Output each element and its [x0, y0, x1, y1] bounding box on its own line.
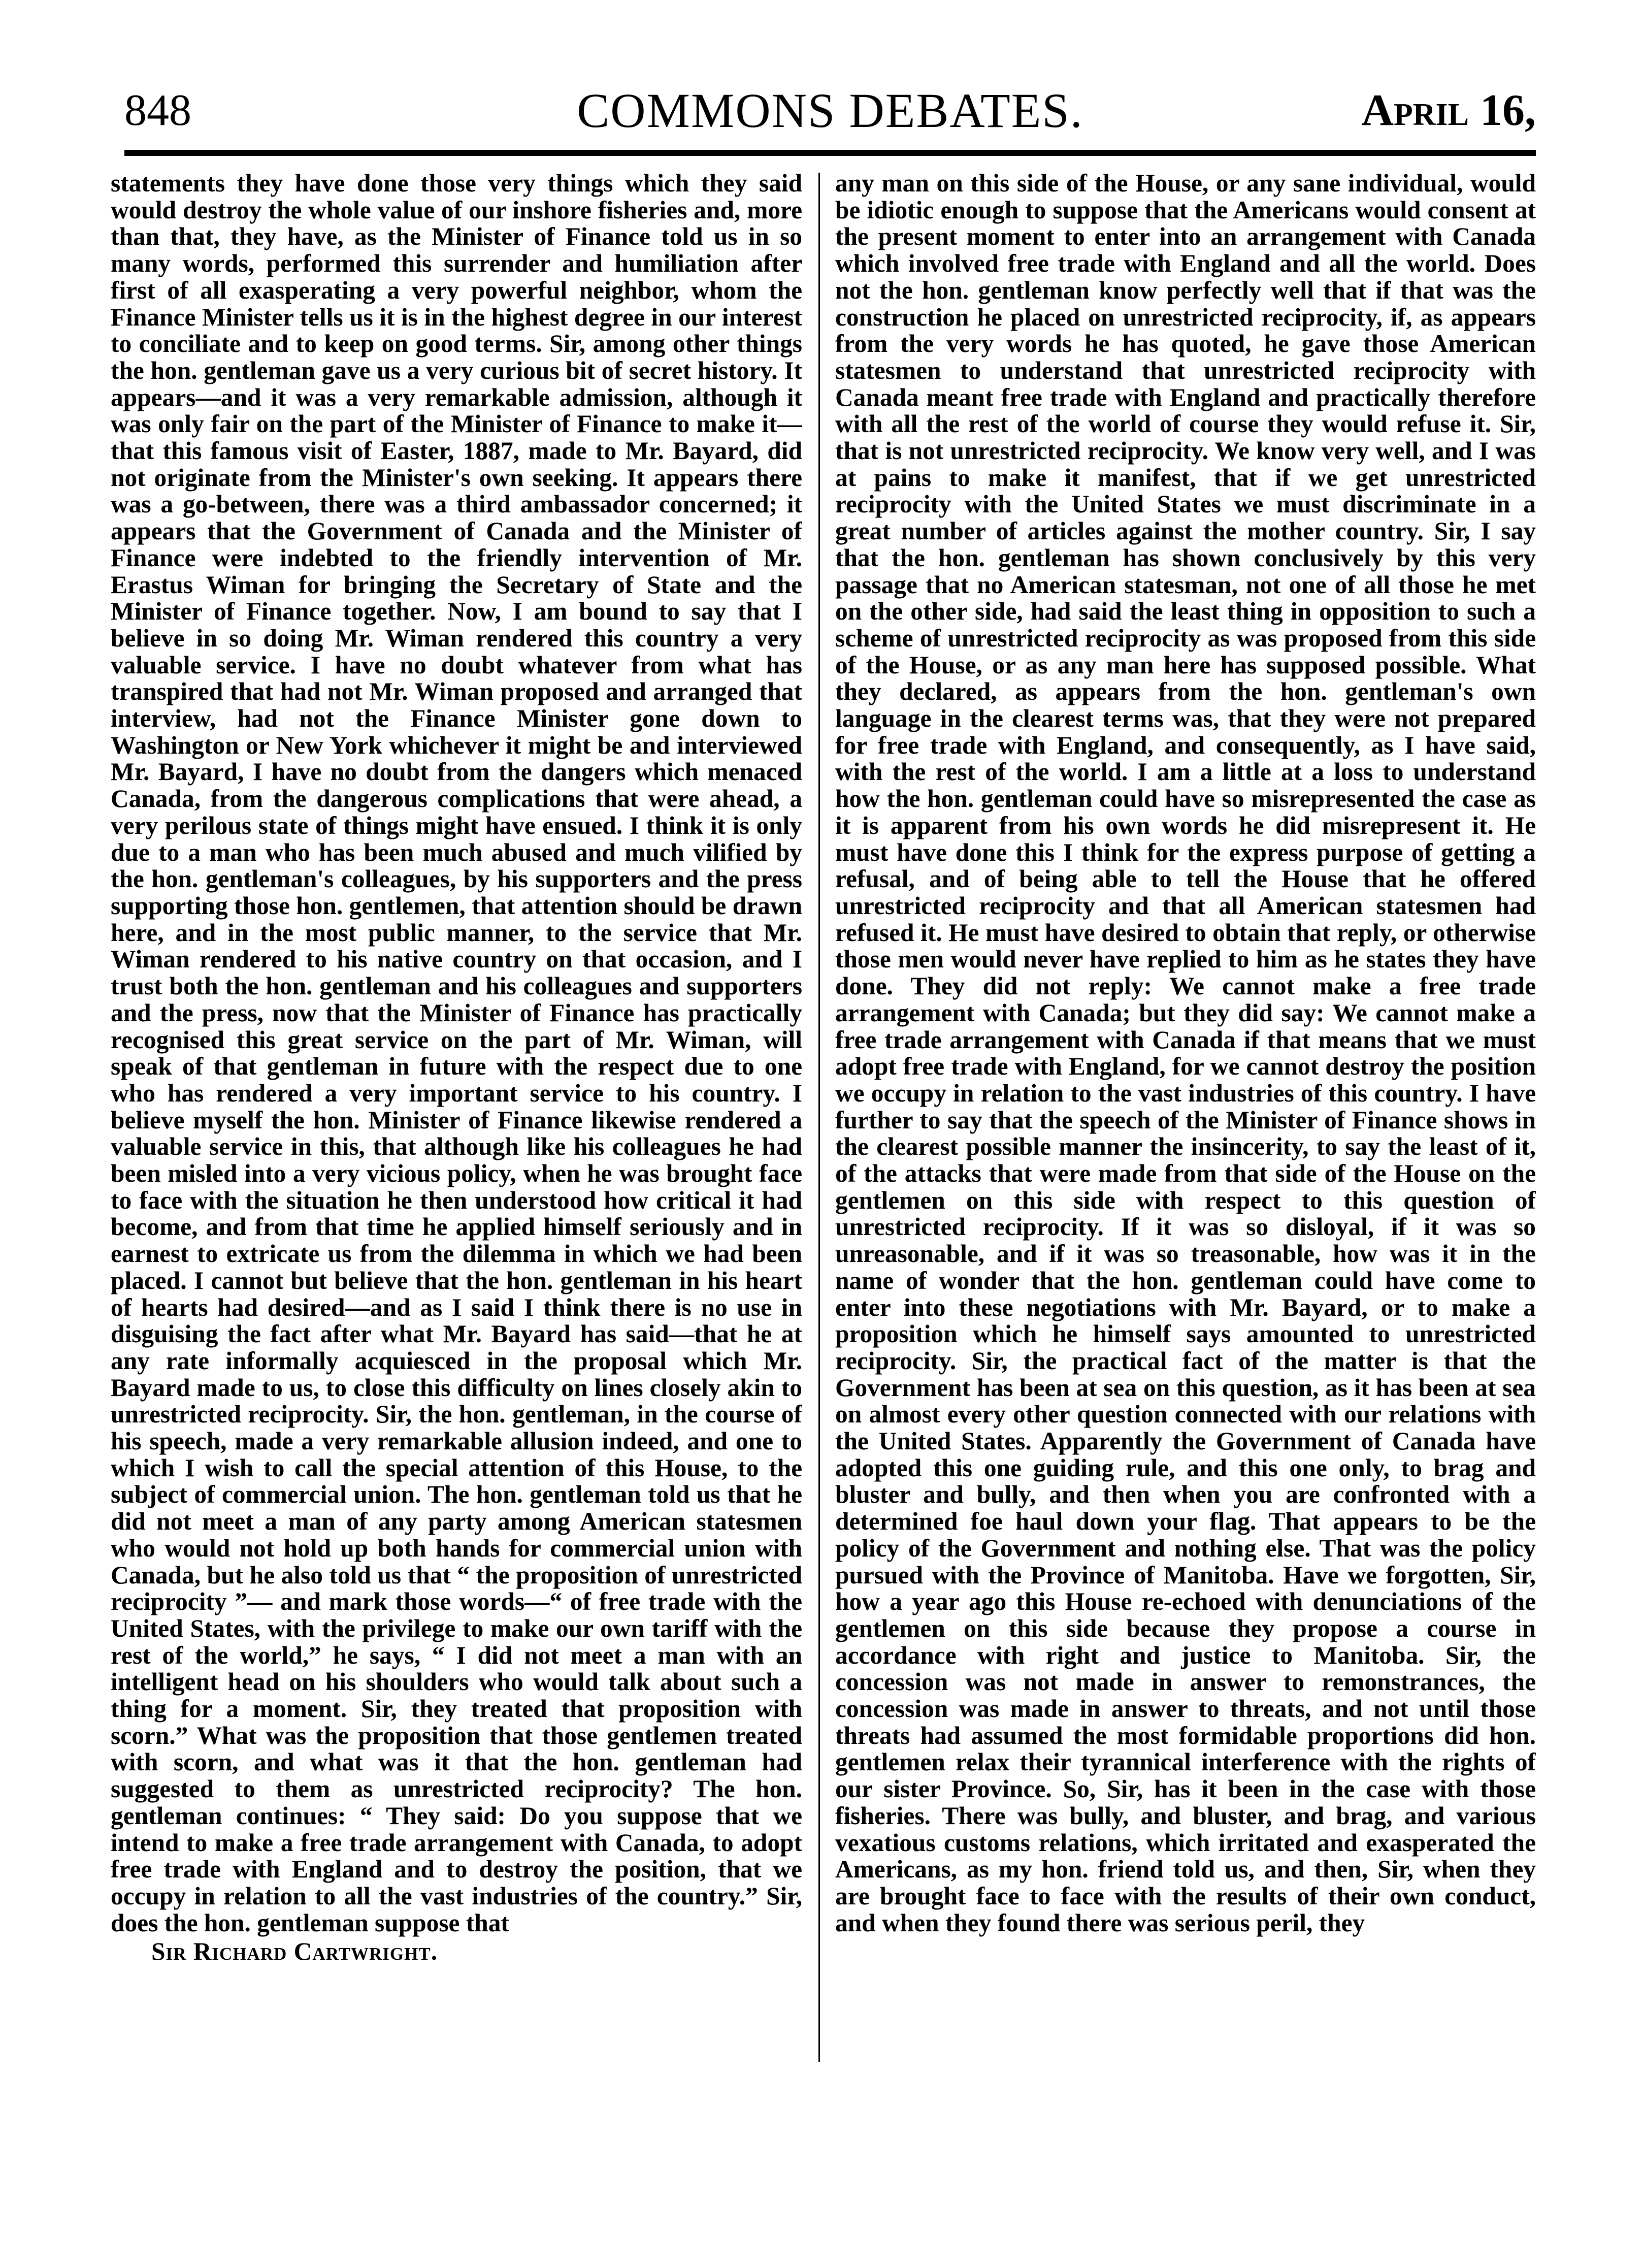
- column-divider: [818, 173, 820, 2062]
- header-rule: [124, 150, 1536, 156]
- right-column: [835, 170, 1536, 2049]
- page-header: [124, 76, 1536, 142]
- left-column: [111, 170, 802, 2146]
- speaker-name: Sir Richard Cartwright.: [151, 1937, 438, 1966]
- right-column-text: any man on this side of the House, or any sane individual, would be idiotic enough to suppose that the Americans would consent at the present moment to enter into an arrangement with Canada which involved free trade with England and all the world. Does not the hon. gentleman know perfectly well that if that was the construction he placed on unrestricted reciprocity, if, as appears from the very words he has quoted, he gave those American statesmen to understand that unrestricted reciprocity with Canada meant free trade with England and practically therefore with all the rest of the world of course they would refuse it. Sir, that is not unrestricted reciprocity. We know very well, and I was at pains to make it manifest, that if we get unrestricted reciprocity with the United States we must discriminate in a great number of articles against the mother country. Sir, I say that the hon. gentleman has shown conclusively by this very passage that no American statesman, not one of all those he met on the other side, had said the least thing in opposition to such a scheme of unrestricted reciprocity as was proposed from this side of the House, or as any man here has supposed possible. What they declared, as appears from the hon. gentleman's own language in the clearest terms was, that they were not prepared for free trade with England, and consequently, as I have said, with the rest of the world. I am a little at a loss to understand how the hon. gentleman could have so misrepresented the case as it is apparent from his own words he did misrepresent it. He must have done this I think for the express purpose of getting a refusal, and of being able to tell the House that he offered unrestricted reciprocity and that all American statesmen had refused it. He must have desired to obtain that reply, or otherwise those men would never have replied to him as he states they have done. They did not reply: We cannot make a free trade arrangement with Canada; but they did say: We cannot make a free trade arrangement with Canada if that means that we must adopt free trade with England, for we cannot destroy the position we occupy in relation to the vast industries of this country. I have further to say that the speech of the Minister of Finance shows in the clearest possible manner the insincerity, to say the least of it, of the attacks that were made from that side of the House on the gentlemen on this side with respect to this question of unrestricted reciprocity. If it was so disloyal, if it was so unreasonable, and if it was so treasonable, how was it in the name of wonder that the hon. gentleman could have come to enter into these negotiations with Mr. Bayard, or to make a proposition which he himself says amounted to unrestricted reciprocity. Sir, the practical fact of the matter is that the Government has been at sea on this question, as it has been at sea on almost every other question connected with our relations with the United States. Apparently the Government of Canada have adopted this one guiding rule, and this one only, to brag and bluster and bully, and then when you are confronted with a determined foe haul down your flag. That appears to be the policy of the Government and nothing else. That was the policy pursued with the Province of Manitoba. Have we forgotten, Sir, how a year ago this House re-echoed with denunciations of the gentlemen on this side because they propose a course in accordance with right and justice to Manitoba. Sir, the concession was not made in answer to remonstrances, the concession was made in answer to threats, and not until those threats had assumed the most formidable proportions did hon. gentlemen relax their tyrannical interference with the rights of our sister Province. So, Sir, has it been in the case with those fisheries. There was bully, and bluster, and brag, and various vexatious customs relations, which irritated and exasperated the Americans, as my hon. friend told us, and then, Sir, when they are brought face to face with the results of their own conduct, and when they found there was serious peril, they: [835, 170, 1536, 1937]
- page-number: 848: [124, 86, 191, 135]
- left-column-text: statements they have done those very things which they said would destroy the whole value of our inshore fisheries and, more than that, they have, as the Minister of Finance told us in so many words, performed this surrender and humiliation after first of all exasperating a very powerful neighbor, whom the Finance Minister tells us it is in the highest degree in our interest to conciliate and to keep on good terms. Sir, among other things the hon. gentleman gave us a very curious bit of secret history. It appears—and it was a very remarkable admission, although it was only fair on the part of the Minister of Finance to make it—that this famous visit of Easter, 1887, made to Mr. Bayard, did not originate from the Minister's own seeking. It appears there was a go-between, there was a third ambassador concerned; it appears that the Government of Canada and the Minister of Finance were indebted to the friendly intervention of Mr. Erastus Wiman for bringing the Secretary of State and the Minister of Finance together. Now, I am bound to say that I believe in so doing Mr. Wiman rendered this country a very valuable service. I have no doubt whatever from what has transpired that had not Mr. Wiman proposed and arranged that interview, had not the Finance Minister gone down to Washington or New York whichever it might be and interviewed Mr. Bayard, I have no doubt from the dangers which menaced Canada, from the dangerous complications that were ahead, a very perilous state of things might have ensued. I think it is only due to a man who has been much abused and much vilified by the hon. gentleman's colleagues, by his supporters and the press supporting those hon. gentlemen, that attention should be drawn here, and in the most public manner, to the service that Mr. Wiman rendered to his native country on that occasion, and I trust both the hon. gentleman and his colleagues and supporters and the press, now that the Minister of Finance has practically recognised this great service on the part of Mr. Wiman, will speak of that gentleman in future with the respect due to one who has rendered a very important service to his country. I believe myself the hon. Minister of Finance likewise rendered a valuable service in this, that although like his colleagues he had been misled into a very vicious policy, when he was brought face to face with the situation he then understood how critical it had become, and from that time he applied himself seriously and in earnest to extricate us from the dilemma in which we had been placed. I cannot but believe that the hon. gentleman in his heart of hearts had desired—and as I said I think there is no use in disguising the fact after what Mr. Bayard has said—that he at any rate informally acquiesced in the proposal which Mr. Bayard made to us, to close this difficulty on lines closely akin to unrestricted reciprocity. Sir, the hon. gentleman, in the course of his speech, made a very remarkable allusion indeed, and one to which I wish to call the special attention of this House, to the subject of commercial union. The hon. gentleman told us that he did not meet a man of any party among American statesmen who would not hold up both hands for commercial union with Canada, but he also told us that “ the proposition of unrestricted reciprocity ”— and mark those words—“ of free trade with the United States, with the privilege to make our own tariff with the rest of the world,” he says, “ I did not meet a man with an intelligent head on his shoulders who would talk about such a thing for a moment. Sir, they treated that proposition with scorn.” What was the proposition that those gentlemen treated with scorn, and what was it that the hon. gentleman had suggested to them as unrestricted reciprocity? The hon. gentleman continues: “ They said: Do you suppose that we intend to make a free trade arrangement with Canada, to adopt free trade with England and to destroy the position, that we occupy in relation to all the vast industries of the country.” Sir, does the hon. gentleman suppose that: [111, 170, 802, 1937]
- page-date: April 16,: [1361, 86, 1536, 135]
- publication-title: COMMONS DEBATES.: [577, 83, 1083, 138]
